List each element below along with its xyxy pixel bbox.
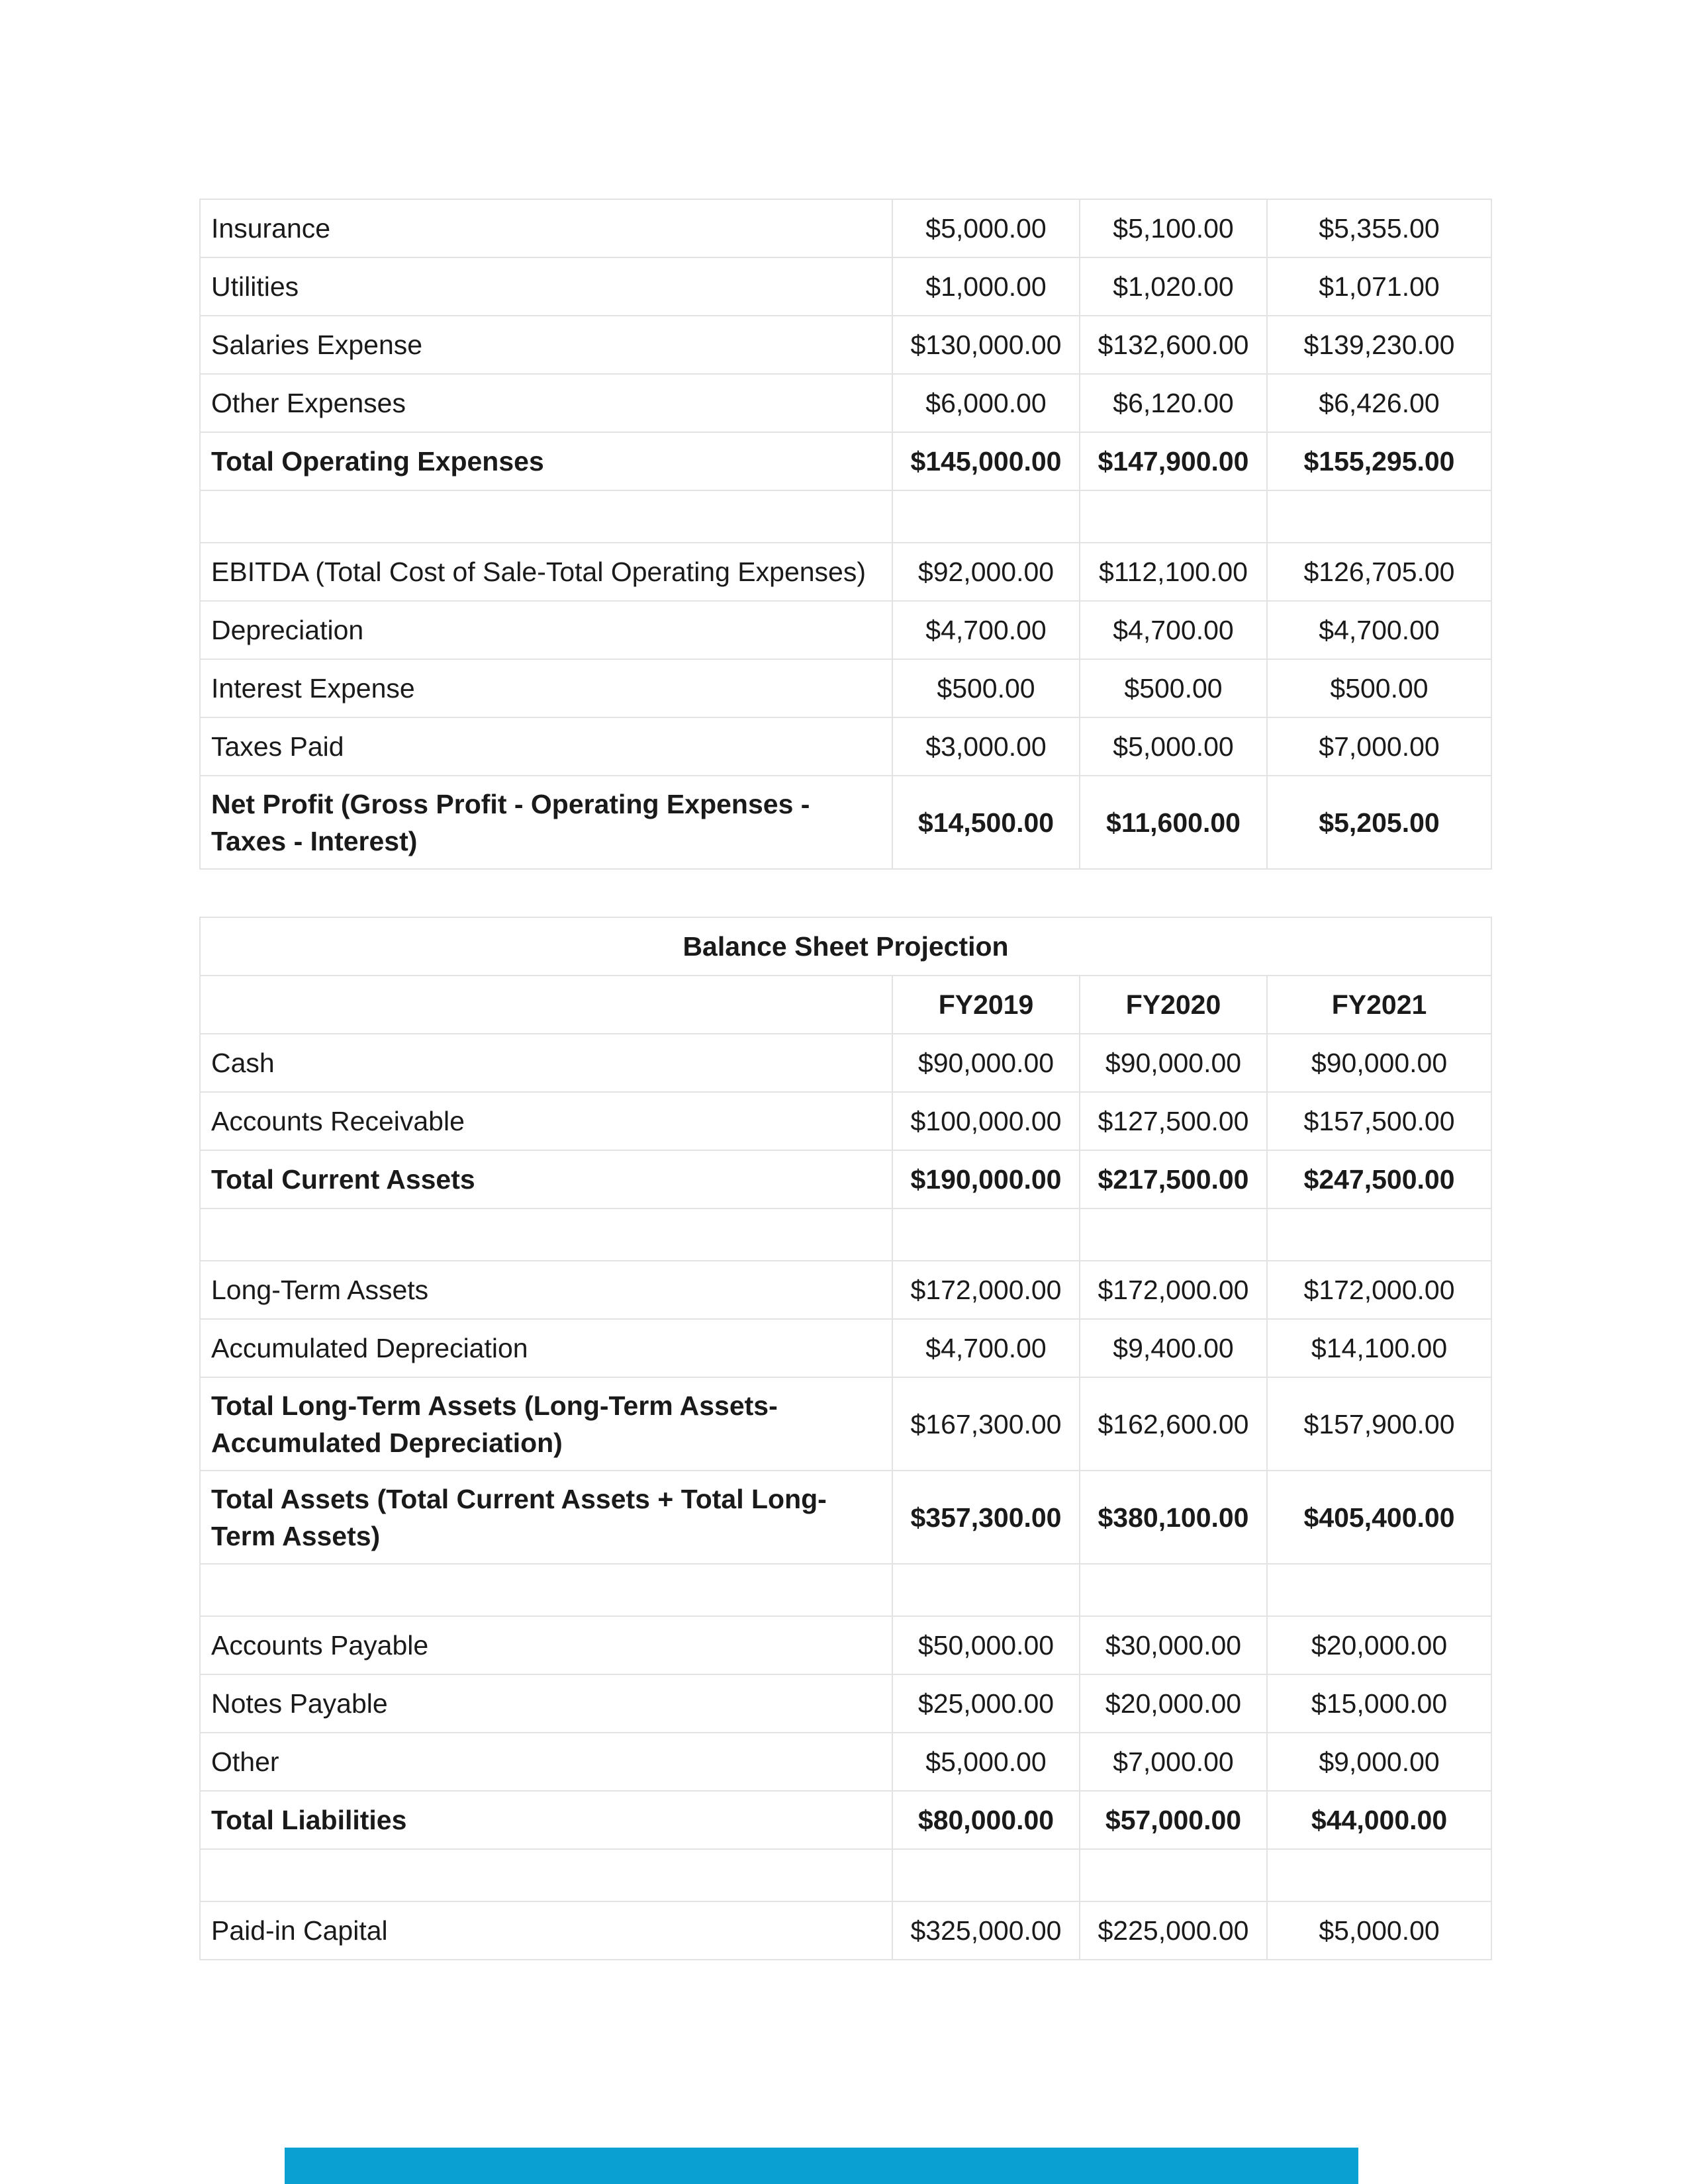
spacer-row [200,1564,1491,1616]
spacer-row [200,1849,1491,1901]
table-row [200,717,1491,776]
total-row [200,1150,1491,1208]
header-row [200,976,1491,1034]
value-cell: $4,700.00 [1267,601,1491,659]
row-label: Total Operating Expenses [200,432,892,490]
table-row [200,543,1491,601]
column-header: FY2021 [1267,976,1491,1034]
value-cell: $225,000.00 [1080,1901,1267,1960]
value-cell: $14,100.00 [1267,1319,1491,1377]
value-cell: $4,700.00 [892,1319,1080,1377]
value-cell: $500.00 [1267,659,1491,717]
value-cell: $4,700.00 [892,601,1080,659]
value-cell: $15,000.00 [1267,1674,1491,1733]
value-cell: $6,426.00 [1267,374,1491,432]
value-cell: $1,071.00 [1267,257,1491,316]
value-cell: $14,500.00 [892,776,1080,869]
value-cell: $90,000.00 [1267,1034,1491,1092]
value-cell: $112,100.00 [1080,543,1267,601]
value-cell: $380,100.00 [1080,1471,1267,1564]
value-cell: $247,500.00 [1267,1150,1491,1208]
table-row [200,1261,1491,1319]
row-label: Total Assets (Total Current Assets + Total Long-Term Assets) [200,1471,892,1564]
value-cell: $5,100.00 [1080,199,1267,257]
value-cell: $147,900.00 [1080,432,1267,490]
balance-sheet-table [199,917,1492,1960]
value-cell: $90,000.00 [1080,1034,1267,1092]
row-label: Total Liabilities [200,1791,892,1849]
row-label: Net Profit (Gross Profit - Operating Expenses - Taxes - Interest) [200,776,892,869]
value-cell: $500.00 [892,659,1080,717]
value-cell: $139,230.00 [1267,316,1491,374]
value-cell: $157,900.00 [1267,1377,1491,1471]
table-row [200,1034,1491,1092]
value-cell: $5,000.00 [892,1733,1080,1791]
table-row [200,1616,1491,1674]
table-row [200,1092,1491,1150]
empty-cell [200,490,892,543]
empty-cell [892,1208,1080,1261]
table-row [200,1733,1491,1791]
row-label: Accounts Receivable [200,1092,892,1150]
row-label: EBITDA (Total Cost of Sale-Total Operating Expenses) [200,543,892,601]
value-cell: $5,000.00 [1267,1901,1491,1960]
value-cell: $167,300.00 [892,1377,1080,1471]
empty-cell [1080,1849,1267,1901]
row-label: Depreciation [200,601,892,659]
value-cell: $20,000.00 [1080,1674,1267,1733]
row-label: Utilities [200,257,892,316]
value-cell: $162,600.00 [1080,1377,1267,1471]
value-cell: $11,600.00 [1080,776,1267,869]
table-row [200,659,1491,717]
value-cell: $9,400.00 [1080,1319,1267,1377]
table-row [200,199,1491,257]
value-cell: $217,500.00 [1080,1150,1267,1208]
row-label: Insurance [200,199,892,257]
table-row [200,601,1491,659]
value-cell: $92,000.00 [892,543,1080,601]
table-row [200,316,1491,374]
column-header: FY2019 [892,976,1080,1034]
subtotal-row [200,1377,1491,1471]
total-row [200,776,1491,869]
value-cell: $126,705.00 [1267,543,1491,601]
value-cell: $190,000.00 [892,1150,1080,1208]
row-label: Accumulated Depreciation [200,1319,892,1377]
table-row [200,1901,1491,1960]
table-row [200,374,1491,432]
value-cell: $4,700.00 [1080,601,1267,659]
value-cell: $5,355.00 [1267,199,1491,257]
empty-cell [200,976,892,1034]
row-label: Other Expenses [200,374,892,432]
row-label: Salaries Expense [200,316,892,374]
total-row [200,1791,1491,1849]
row-label: Taxes Paid [200,717,892,776]
empty-cell [1080,1564,1267,1616]
value-cell: $7,000.00 [1267,717,1491,776]
value-cell: $155,295.00 [1267,432,1491,490]
value-cell: $1,000.00 [892,257,1080,316]
spacer-row [200,490,1491,543]
value-cell: $145,000.00 [892,432,1080,490]
footer-bar [285,2148,1358,2184]
value-cell: $172,000.00 [892,1261,1080,1319]
value-cell: $30,000.00 [1080,1616,1267,1674]
value-cell: $5,205.00 [1267,776,1491,869]
total-row [200,432,1491,490]
value-cell: $44,000.00 [1267,1791,1491,1849]
empty-cell [892,1849,1080,1901]
row-label: Total Long-Term Assets (Long-Term Assets-Accumulated Depreciation) [200,1377,892,1471]
total-row [200,1471,1491,1564]
value-cell: $100,000.00 [892,1092,1080,1150]
value-cell: $50,000.00 [892,1616,1080,1674]
value-cell: $90,000.00 [892,1034,1080,1092]
value-cell: $325,000.00 [892,1901,1080,1960]
value-cell: $80,000.00 [892,1791,1080,1849]
row-label: Notes Payable [200,1674,892,1733]
spacer-row [200,1208,1491,1261]
value-cell: $20,000.00 [1267,1616,1491,1674]
value-cell: $5,000.00 [1080,717,1267,776]
empty-cell [892,490,1080,543]
value-cell: $172,000.00 [1267,1261,1491,1319]
row-label: Paid-in Capital [200,1901,892,1960]
row-label: Interest Expense [200,659,892,717]
value-cell: $3,000.00 [892,717,1080,776]
value-cell: $132,600.00 [1080,316,1267,374]
column-header: FY2020 [1080,976,1267,1034]
table-title: Balance Sheet Projection [200,917,1491,976]
value-cell: $157,500.00 [1267,1092,1491,1150]
empty-cell [1267,1849,1491,1901]
value-cell: $357,300.00 [892,1471,1080,1564]
income-statement-table [199,199,1492,870]
value-cell: $6,000.00 [892,374,1080,432]
value-cell: $9,000.00 [1267,1733,1491,1791]
value-cell: $172,000.00 [1080,1261,1267,1319]
value-cell: $25,000.00 [892,1674,1080,1733]
table-title-row [200,917,1491,976]
row-label: Accounts Payable [200,1616,892,1674]
value-cell: $500.00 [1080,659,1267,717]
empty-cell [1080,490,1267,543]
empty-cell [892,1564,1080,1616]
value-cell: $7,000.00 [1080,1733,1267,1791]
value-cell: $5,000.00 [892,199,1080,257]
value-cell: $57,000.00 [1080,1791,1267,1849]
row-label: Other [200,1733,892,1791]
empty-cell [1080,1208,1267,1261]
value-cell: $130,000.00 [892,316,1080,374]
empty-cell [200,1208,892,1261]
empty-cell [1267,1564,1491,1616]
empty-cell [200,1849,892,1901]
row-label: Long-Term Assets [200,1261,892,1319]
value-cell: $405,400.00 [1267,1471,1491,1564]
table-row [200,1674,1491,1733]
value-cell: $6,120.00 [1080,374,1267,432]
row-label: Total Current Assets [200,1150,892,1208]
value-cell: $127,500.00 [1080,1092,1267,1150]
value-cell: $1,020.00 [1080,257,1267,316]
row-label: Cash [200,1034,892,1092]
empty-cell [200,1564,892,1616]
empty-cell [1267,1208,1491,1261]
table-row [200,257,1491,316]
table-row [200,1319,1491,1377]
empty-cell [1267,490,1491,543]
